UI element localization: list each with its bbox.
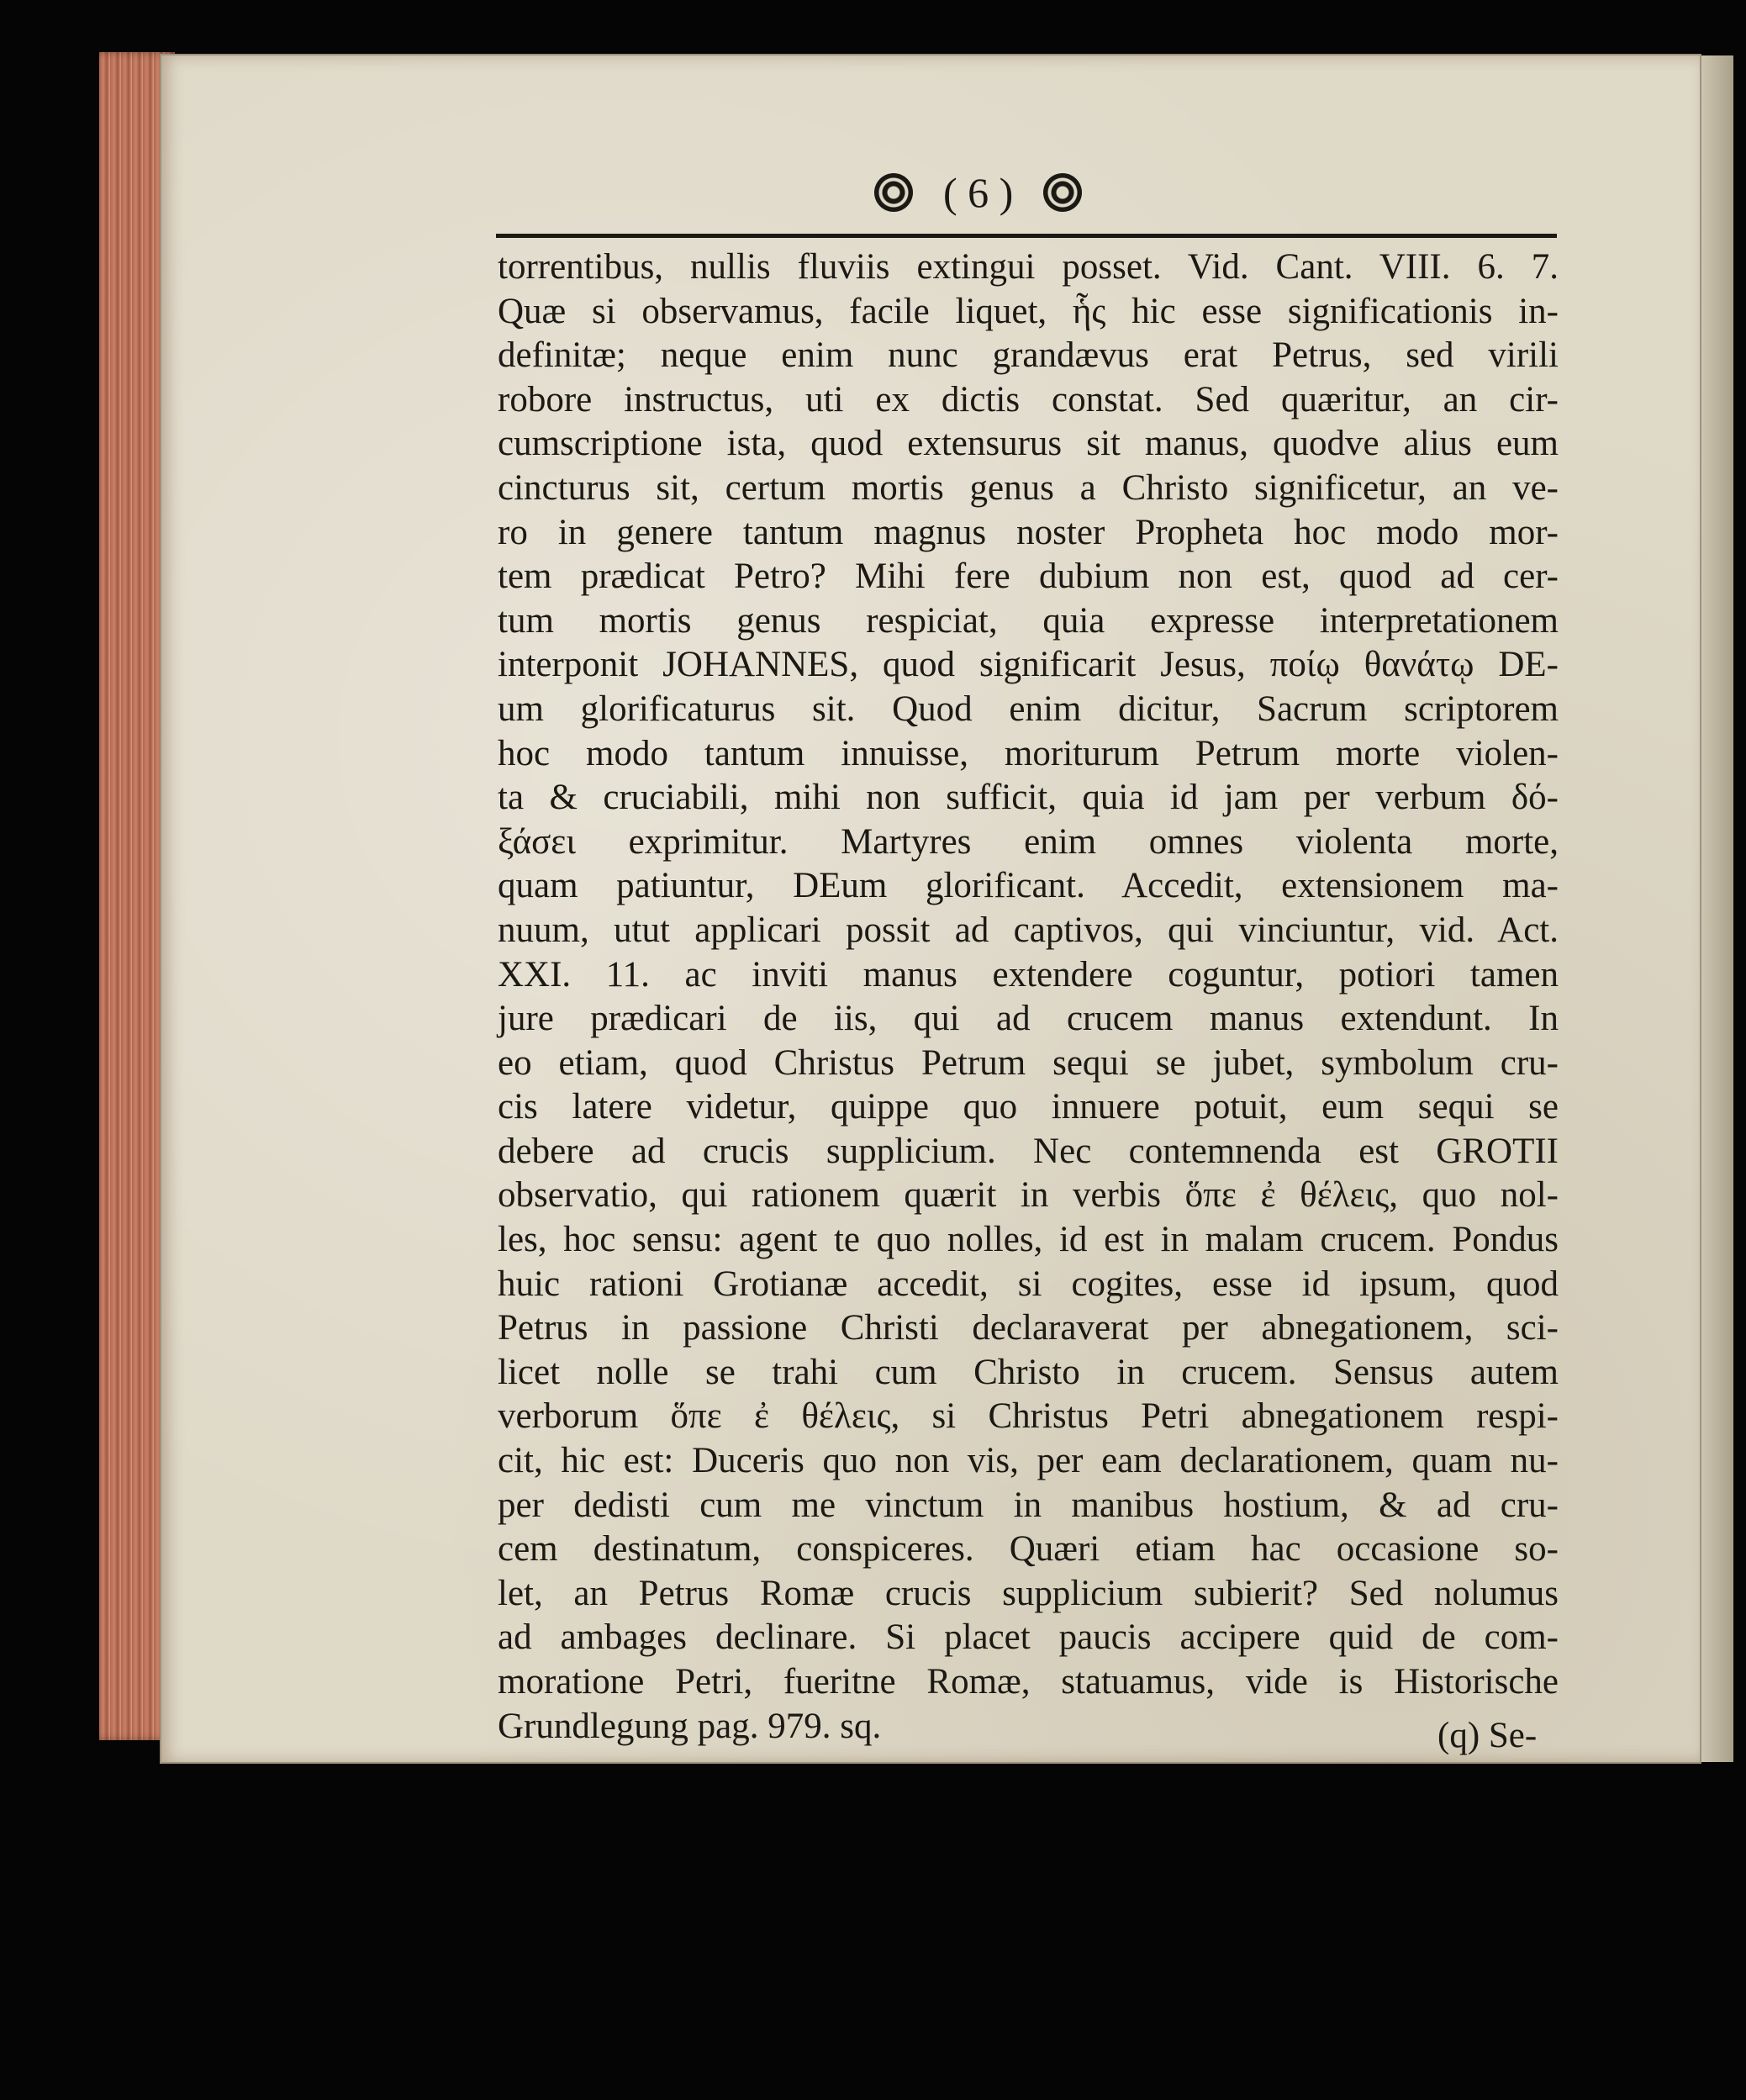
text-line: tem prædicat Petro? Mihi fere dubium non est, quod ad cer- <box>498 557 1559 597</box>
page-number: ( 6 ) <box>943 169 1014 216</box>
text-line: XXI. 11. ac inviti manus extendere coguntur, potiori tamen <box>498 954 1559 995</box>
text-line: hoc modo tantum innuisse, moriturum Petrum morte violen- <box>498 733 1559 773</box>
text-line: let, an Petrus Romæ crucis supplicium subierit? Sed nolumus <box>498 1573 1559 1613</box>
text-line: Petrus in passione Christi declaraverat per abnegationem, sci- <box>498 1308 1559 1348</box>
text-line: per dedisti cum me vinctum in manibus hostium, & ad cru- <box>498 1485 1559 1525</box>
next-page-edge <box>1700 55 1733 1762</box>
text-line: verborum ὅπε ἐ θέλεις, si Christus Petri abnegationem respi- <box>498 1396 1559 1437</box>
text-line: cumscriptione ista, quod extensurus sit manus, quodve alius eum <box>498 424 1559 464</box>
text-line: torrentibus, nullis fluviis extingui posset. Vid. Cant. VIII. 6. 7. <box>498 247 1559 287</box>
text-line: robore instructus, uti ex dictis constat. Sed quæritur, an cir- <box>498 379 1559 419</box>
text-line: Quæ si observamus, facile liquet, ἧς hic esse significationis in- <box>498 291 1559 331</box>
text-line: nuum, utut applicari possit ad captivos, qui vinciuntur, vid. Act. <box>498 910 1559 950</box>
text-line: cis latere videtur, quippe quo innuere potuit, eum sequi se <box>498 1087 1559 1127</box>
body-text <box>498 245 1559 1749</box>
text-line: ad ambages declinare. Si placet paucis accipere quid de com- <box>498 1617 1559 1658</box>
header-rule <box>496 234 1557 238</box>
text-line: huic rationi Grotianæ accedit, si cogites, esse id ipsum, quod <box>498 1264 1559 1304</box>
text-line: eo etiam, quod Christus Petrum sequi se jubet, symbolum cru- <box>498 1042 1559 1083</box>
text-line: les, hoc sensu: agent te quo nolles, id est in malam crucem. Pondus <box>498 1220 1559 1260</box>
text-line: ro in genere tantum magnus noster Propheta hoc modo mor- <box>498 512 1559 552</box>
text-line: um glorificaturus sit. Quod enim dicitur, Sacrum scriptorem <box>498 689 1559 729</box>
catchword: (q) Se- <box>1437 1716 1538 1755</box>
text-line: ξάσει exprimitur. Martyres enim omnes violenta morte, <box>498 821 1559 862</box>
text-line: observatio, qui rationem quærit in verbis ὅπε ἐ θέλεις, quo nol- <box>498 1175 1559 1216</box>
page-header <box>874 168 1082 217</box>
text-line: jure prædicari de iis, qui ad crucem manus extendunt. In <box>498 999 1559 1039</box>
text-line: Grundlegung pag. 979. sq. <box>498 1706 882 1746</box>
rosette-ornament-icon <box>874 173 913 212</box>
text-line: interponit JOHANNES, quod significarit Jesus, ποίῳ θανάτῳ DE- <box>498 645 1559 685</box>
text-line: cit, hic est: Duceris quo non vis, per eam declarationem, quam nu- <box>498 1441 1559 1481</box>
text-line: tum mortis genus respiciat, quia expresse interpretationem <box>498 600 1559 641</box>
text-line: ta & cruciabili, mihi non sufficit, quia id jam per verbum δό- <box>498 778 1559 818</box>
text-line: quam patiuntur, DEum glorificant. Accedit, extensionem ma- <box>498 866 1559 906</box>
text-line: cem destinatum, conspiceres. Quæri etiam hac occasione so- <box>498 1529 1559 1570</box>
text-line: moratione Petri, fueritne Romæ, statuamus, vide is Historische <box>498 1662 1559 1702</box>
text-line: cincturus sit, certum mortis genus a Christo significetur, an ve- <box>498 467 1559 508</box>
text-line: debere ad crucis supplicium. Nec contemnenda est GROTII <box>498 1131 1559 1171</box>
text-line: licet nolle se trahi cum Christo in crucem. Sensus autem <box>498 1352 1559 1392</box>
text-line: definitæ; neque enim nunc grandævus erat Petrus, sed virili <box>498 335 1559 376</box>
rosette-ornament-icon <box>1043 173 1082 212</box>
